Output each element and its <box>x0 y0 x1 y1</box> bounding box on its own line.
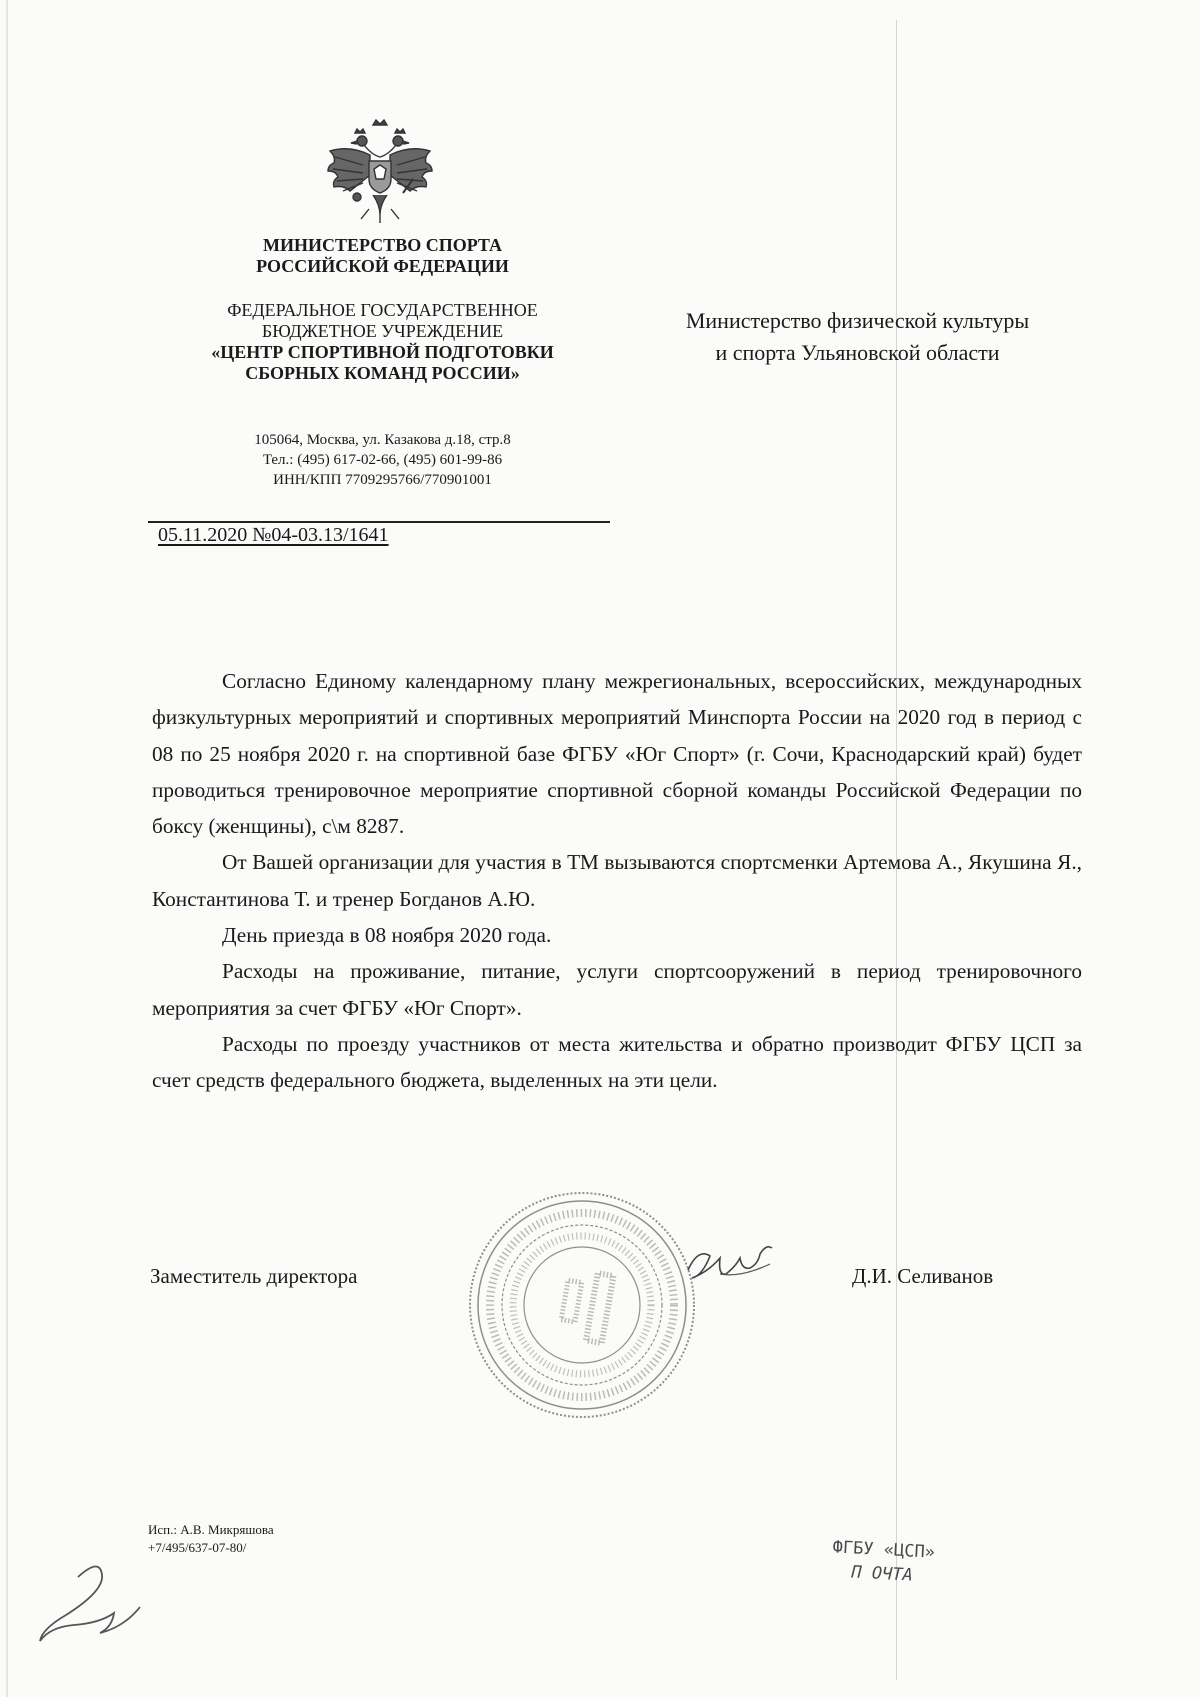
russian-coat-of-arms-icon <box>325 117 435 227</box>
executor-info <box>148 1521 274 1557</box>
recipient-block <box>630 305 1085 369</box>
document-reference: 05.11.2020 №04-03.13/1641 <box>158 524 389 546</box>
recipient-line-2: и спорта Ульяновской области <box>715 340 1000 365</box>
body-paragraph: Расходы на проживание, питание, услуги спортсооружений в период тренировочного мероприятия за счет ФГБУ «Юг Спорт». <box>152 959 1082 1020</box>
org-line-3: «ЦЕНТР СПОРТИВНОЙ ПОДГОТОВКИ <box>211 342 554 362</box>
executor-phone: +7/495/637-07-80/ <box>148 1540 247 1555</box>
signer-title: Заместитель директора <box>150 1264 358 1288</box>
org-address: 105064, Москва, ул. Казакова д.18, стр.8 <box>254 432 511 448</box>
handwritten-signature <box>680 1240 780 1292</box>
org-phone: Тел.: (495) 617-02-66, (495) 601-99-86 <box>262 452 503 468</box>
mail-stamp-line-2: П ОЧТА <box>850 1562 914 1586</box>
ministry-line-1: МИНИСТЕРСТВО СПОРТА <box>262 235 503 255</box>
scan-edge <box>6 0 8 1697</box>
ministry-line-2: РОССИЙСКОЙ ФЕДЕРАЦИИ <box>256 256 509 276</box>
org-contacts <box>190 430 575 490</box>
org-line-1: ФЕДЕРАЛЬНОЕ ГОСУДАРСТВЕННОЕ <box>227 300 538 320</box>
body-paragraph: От Вашей организации для участия в ТМ вызываются спортсменки Артемова А., Якушина Я., Константинова Т. и тренер Богданов А.Ю. <box>152 850 1082 911</box>
header-rule <box>148 521 610 523</box>
ministry-name <box>190 235 575 277</box>
org-line-2: БЮДЖЕТНОЕ УЧРЕЖДЕНИЕ <box>261 321 504 341</box>
body-paragraph: День приезда в 08 ноября 2020 года. <box>222 923 552 948</box>
body-paragraph: Расходы по проезду участников от места жительства и обратно производит ФГБУ ЦСП за счет средств федерального бюджета, выделенных на эти цели. <box>152 1031 1082 1093</box>
organization-name <box>150 300 615 384</box>
handwritten-paraph <box>20 1555 160 1645</box>
body-paragraph: Согласно Единому календарному плану межрегиональных, всероссийских, международных физкультурных мероприятий и спортивных мероприятий Минспорта России на 2020 год в период с 08 по 25 ноября 2020 г. на спортивной базе ФГБУ «Юг Спорт» (г. Сочи, Краснодарский край) будет проводиться тренировочное мероприятие спортивной сборной команды Российской Федерации по боксу (женщины), с\м 8287. <box>152 669 1082 839</box>
org-inn: ИНН/КПП 7709295766/770901001 <box>273 472 492 488</box>
mail-receipt-stamp <box>831 1537 936 1586</box>
mail-stamp-line-1: ФГБУ «ЦСП» <box>832 1537 936 1563</box>
executor-name: Исп.: А.В. Микряшова <box>148 1522 274 1537</box>
signer-name: Д.И. Селиванов <box>852 1264 994 1288</box>
recipient-line-1: Министерство физической культуры <box>685 308 1030 333</box>
round-seal-stamp-icon <box>462 1185 702 1425</box>
org-line-4: СБОРНЫХ КОМАНД РОССИИ» <box>245 363 520 383</box>
letter-body <box>152 663 1082 1099</box>
